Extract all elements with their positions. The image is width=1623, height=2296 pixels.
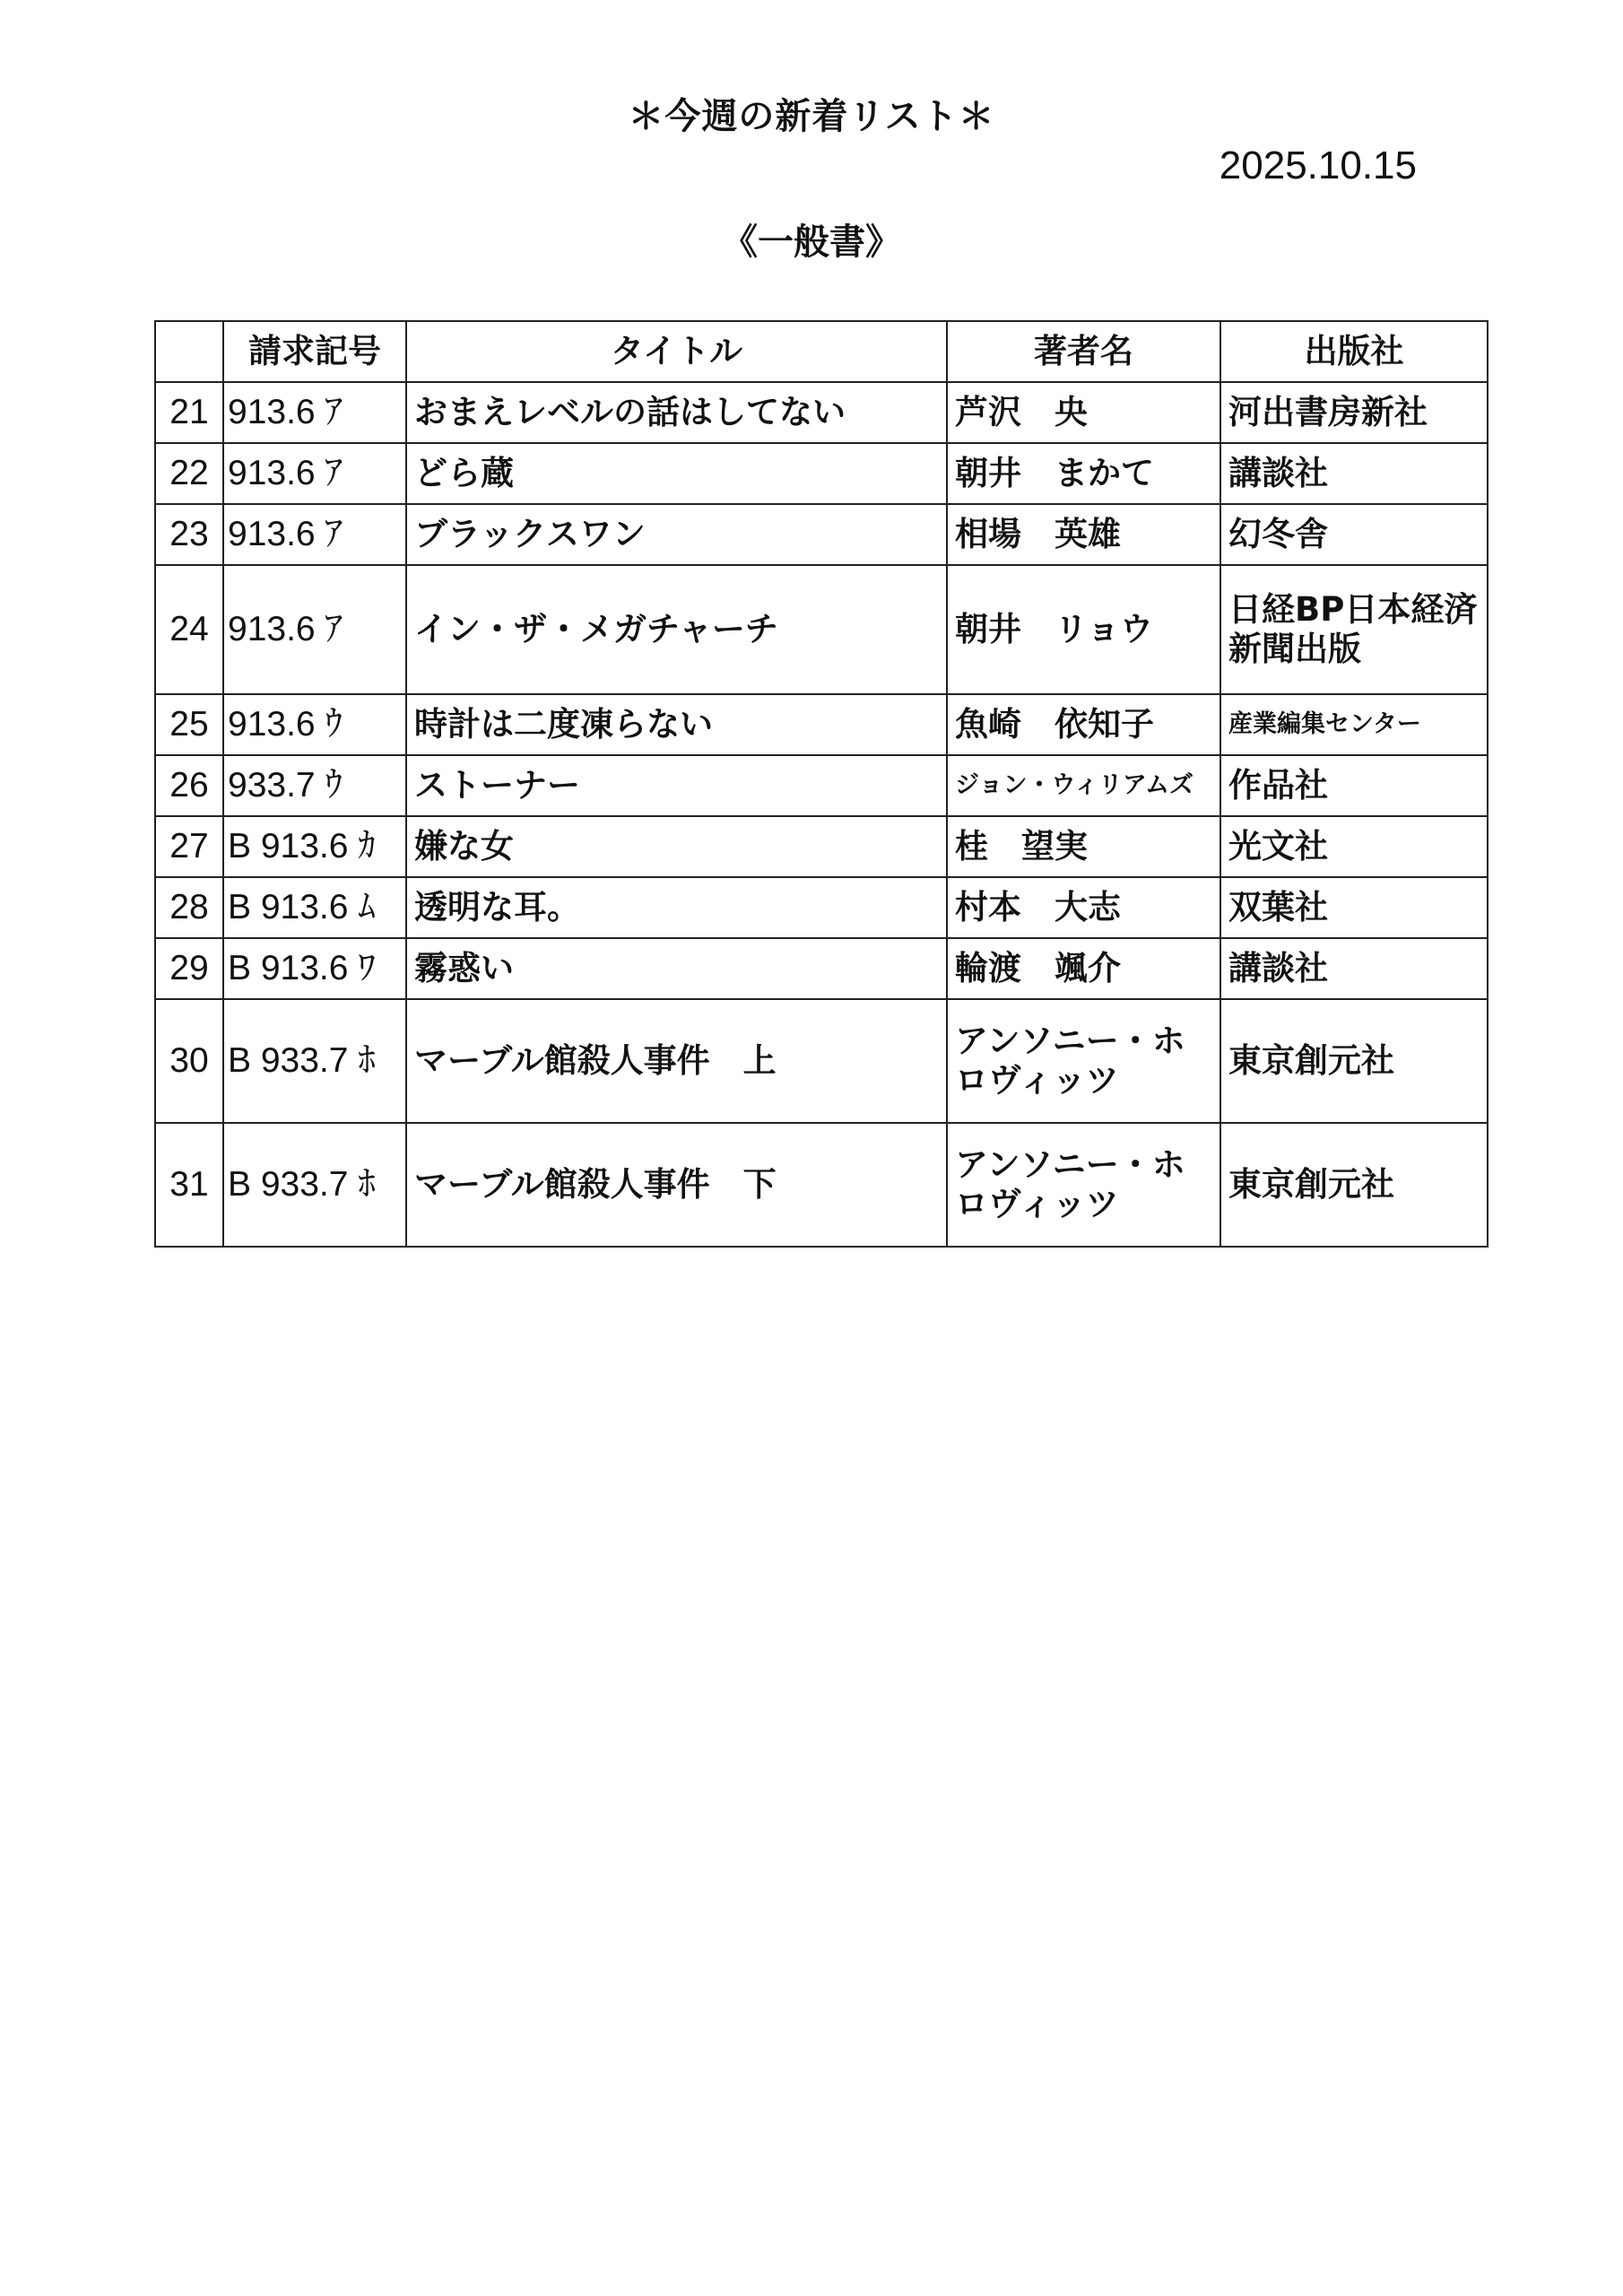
row-number: 29 [155, 938, 223, 999]
row-number: 23 [155, 504, 223, 565]
call-number: 913.6 ｱ [223, 382, 406, 443]
call-number: B 913.6 ｶ [223, 816, 406, 877]
author-name: 朝井 リョウ [947, 565, 1220, 694]
book-title: 嫌な女 [406, 816, 947, 877]
call-number: 913.6 ｱ [223, 443, 406, 504]
call-number: B 933.7 ﾎ [223, 1123, 406, 1247]
author-name: アンソニー・ホロヴィッツ [947, 1123, 1220, 1247]
publisher-name: 日経BP日本経済新聞出版 [1220, 565, 1488, 694]
table-row [155, 694, 1488, 755]
publisher-name: 東京創元社 [1220, 1123, 1488, 1247]
table-row [155, 877, 1488, 938]
table-row [155, 443, 1488, 504]
row-number: 28 [155, 877, 223, 938]
publisher-name: 講談社 [1220, 938, 1488, 999]
author-name: 芦沢 央 [947, 382, 1220, 443]
table-row [155, 938, 1488, 999]
publisher-name: 東京創元社 [1220, 999, 1488, 1123]
row-number: 21 [155, 382, 223, 443]
header-title: タイトル [406, 321, 947, 382]
book-title: 透明な耳。 [406, 877, 947, 938]
author-name: 輪渡 颯介 [947, 938, 1220, 999]
book-title: 時計は二度凍らない [406, 694, 947, 755]
header-publisher: 出版社 [1220, 321, 1488, 382]
table-row [155, 816, 1488, 877]
table-row [155, 504, 1488, 565]
row-number: 27 [155, 816, 223, 877]
author-name: 村本 大志 [947, 877, 1220, 938]
page-title: ＊今週の新着リスト＊ [628, 96, 995, 137]
publisher-name: 河出書房新社 [1220, 382, 1488, 443]
publisher-name: 双葉社 [1220, 877, 1488, 938]
header-call-number: 請求記号 [223, 321, 406, 382]
header-num [155, 321, 223, 382]
row-number: 30 [155, 999, 223, 1123]
author-name: 朝井 まかて [947, 443, 1220, 504]
table-header-row [155, 321, 1488, 382]
publisher-name: 産業編集センター [1220, 694, 1488, 755]
author-name: アンソニー・ホロヴィッツ [947, 999, 1220, 1123]
call-number: 913.6 ｱ [223, 504, 406, 565]
book-title: 霧惑い [406, 938, 947, 999]
publisher-name: 幻冬舎 [1220, 504, 1488, 565]
book-title: おまえレベルの話はしてない [406, 382, 947, 443]
list-date: 2025.10.15 [1219, 144, 1417, 187]
author-name: 魚崎 依知子 [947, 694, 1220, 755]
publisher-name: 講談社 [1220, 443, 1488, 504]
book-title: マーブル館殺人事件 下 [406, 1123, 947, 1247]
author-name: 相場 英雄 [947, 504, 1220, 565]
table-row [155, 755, 1488, 816]
book-title: ブラックスワン [406, 504, 947, 565]
book-title: ストーナー [406, 755, 947, 816]
row-number: 25 [155, 694, 223, 755]
book-title: どら蔵 [406, 443, 947, 504]
publisher-name: 光文社 [1220, 816, 1488, 877]
call-number: B 913.6 ﾑ [223, 877, 406, 938]
author-name: 桂 望実 [947, 816, 1220, 877]
call-number: 933.7 ｳ [223, 755, 406, 816]
author-name: ジョン・ウィリアムズ [947, 755, 1220, 816]
call-number: 913.6 ｱ [223, 565, 406, 694]
table-row [155, 565, 1488, 694]
table-row [155, 1123, 1488, 1247]
book-title: イン・ザ・メガチャーチ [406, 565, 947, 694]
call-number: B 913.6 ﾜ [223, 938, 406, 999]
row-number: 26 [155, 755, 223, 816]
row-number: 24 [155, 565, 223, 694]
row-number: 22 [155, 443, 223, 504]
table-row [155, 382, 1488, 443]
book-title: マーブル館殺人事件 上 [406, 999, 947, 1123]
publisher-name: 作品社 [1220, 755, 1488, 816]
call-number: B 933.7 ﾎ [223, 999, 406, 1123]
header-author: 著者名 [947, 321, 1220, 382]
call-number: 913.6 ｳ [223, 694, 406, 755]
new-arrivals-table [154, 320, 1488, 1248]
section-heading: 《一般書》 [722, 222, 901, 263]
row-number: 31 [155, 1123, 223, 1247]
table-row [155, 999, 1488, 1123]
